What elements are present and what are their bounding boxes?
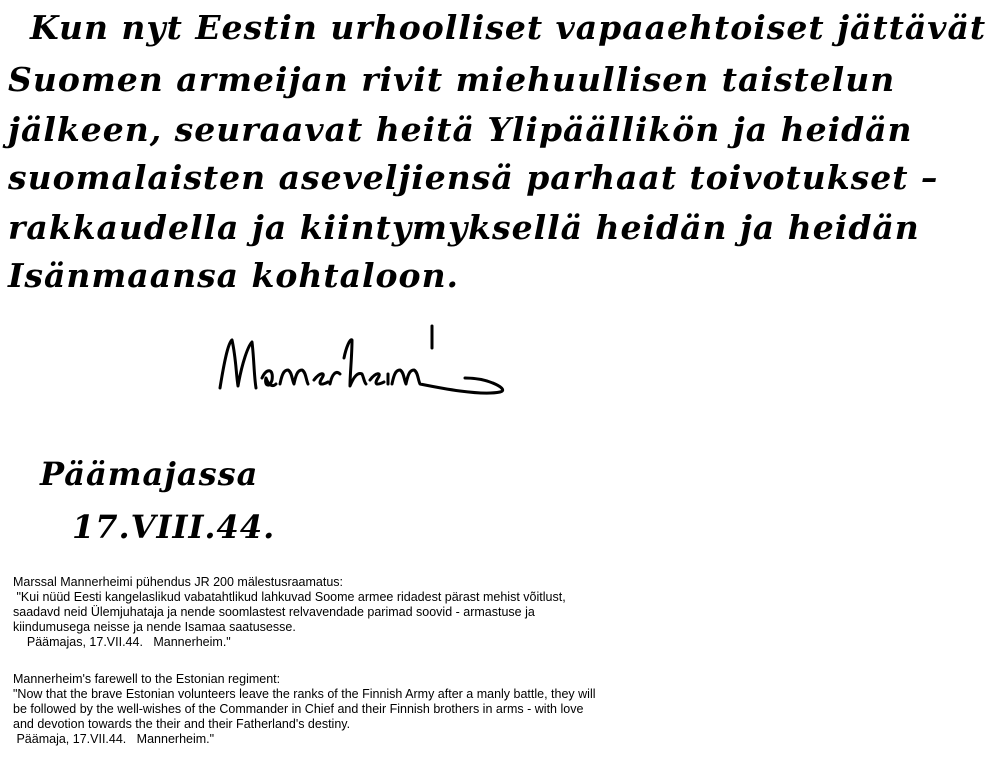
english-heading: Mannerheim's farewell to the Estonian regiment: xyxy=(13,672,281,686)
letter-line-1: Kun nyt Eestin urhoolliset vapaaehtoiset jättävät xyxy=(30,8,986,47)
letter-line-6: Isänmaansa kohtaloon. xyxy=(8,256,460,295)
english-caption xyxy=(13,672,596,747)
letter-line-3: jälkeen, seuraavat heitä Ylipäällikön ja heidän xyxy=(8,110,913,149)
estonian-line-1: "Kui nüüd Eesti kangelaslikud vabatahtlikud lahkuvad Soome armee ridadest pärast mehist võitlust, xyxy=(13,590,566,604)
letter-line-4: suomalaisten aseveljiensä parhaat toivotukset – xyxy=(8,158,939,197)
estonian-heading: Marssal Mannerheimi pühendus JR 200 mälestusraamatus: xyxy=(13,575,344,589)
letter-place: Päämajassa xyxy=(40,455,259,493)
letter-line-5: rakkaudella ja kiintymyksellä heidän ja heidän xyxy=(8,208,920,247)
letter-date: 17.VIII.44. xyxy=(72,508,276,546)
signature-mannerheim xyxy=(210,318,510,408)
estonian-line-3: kiindumusega neisse ja nende Isamaa saatusesse. xyxy=(13,620,296,634)
english-line-3: and devotion towards the their and their Fatherland's destiny. xyxy=(13,717,351,731)
english-line-1: "Now that the brave Estonian volunteers leave the ranks of the Finnish Army after a manly battle, they will xyxy=(13,687,596,701)
estonian-line-2: saadavd neid Ülemjuhataja ja nende soomlastest relvavendade parimad soovid - armastuse ja xyxy=(13,605,535,619)
estonian-line-4: Päämajas, 17.VII.44. Mannerheim." xyxy=(13,635,231,649)
letter-line-2: Suomen armeijan rivit miehuullisen taistelun xyxy=(8,60,896,99)
english-line-4: Päämaja, 17.VII.44. Mannerheim." xyxy=(13,732,215,746)
english-line-2: be followed by the well-wishes of the Commander in Chief and their Finnish brothers in arms - with love xyxy=(13,702,584,716)
estonian-caption xyxy=(13,575,566,650)
